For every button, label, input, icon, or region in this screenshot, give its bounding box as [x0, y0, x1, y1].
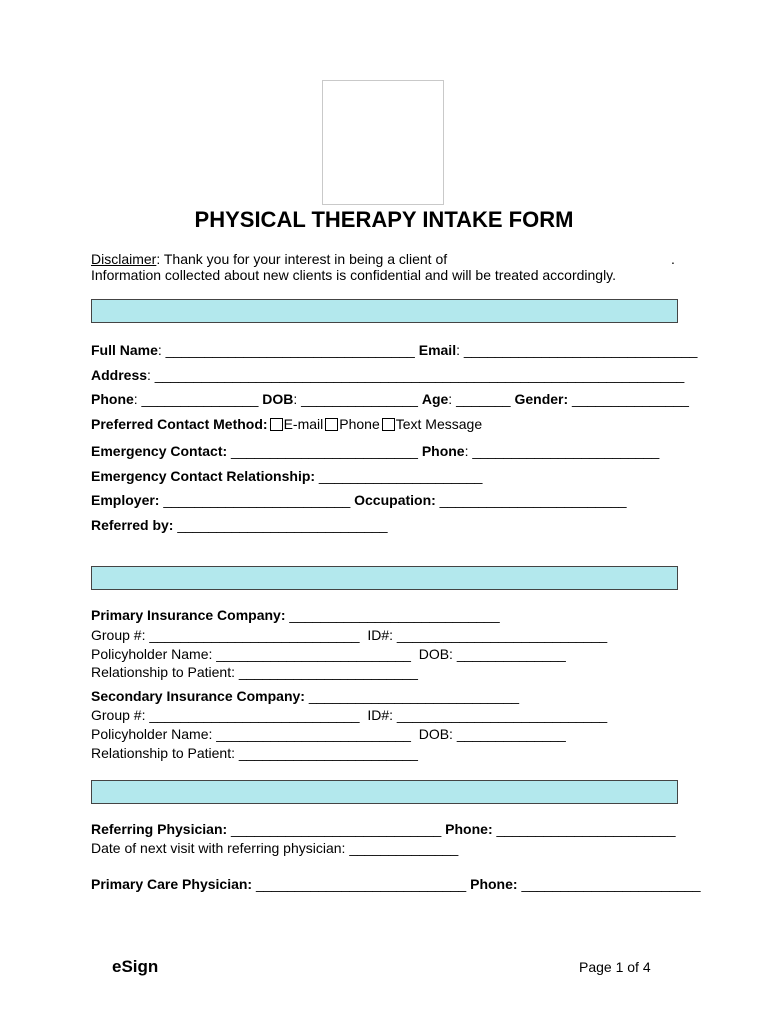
emergency-phone-field[interactable]: : ________________________ — [464, 443, 660, 459]
row-referred-by — [91, 517, 388, 534]
phone-label: Phone — [91, 391, 134, 407]
logo-placeholder — [322, 80, 444, 205]
dob-field[interactable]: : _______________ — [293, 391, 418, 407]
secondary-policyholder-line[interactable]: Policyholder Name: _________________________ DOB: ______________ — [91, 726, 566, 742]
row-primary-care-physician — [91, 876, 701, 893]
pcp-phone-label: Phone: — [470, 876, 518, 892]
row-employer — [91, 492, 627, 509]
gender-field[interactable]: _______________ — [568, 391, 689, 407]
disclaimer-text-2: Information collected about new clients is confidential and will be treated accordingly. — [91, 267, 617, 283]
referred-by-label: Referred by: — [91, 517, 174, 533]
emergency-relationship-label: Emergency Contact Relationship: — [91, 468, 316, 484]
disclaimer-text-1: : Thank you for your interest in being a client of — [156, 251, 448, 267]
referred-by-field[interactable]: ___________________________ — [173, 517, 388, 533]
row-full-name — [91, 342, 697, 359]
phone-option-label: Phone — [339, 416, 380, 432]
email-field[interactable]: : ______________________________ — [456, 342, 698, 358]
primary-insurance-label: Primary Insurance Company: — [91, 607, 286, 623]
age-field[interactable]: : _______ — [448, 391, 511, 407]
next-visit-line[interactable]: Date of next visit with referring physician: ______________ — [91, 840, 459, 856]
section-header-physician — [91, 780, 678, 804]
full-name-label: Full Name — [91, 342, 158, 358]
row-primary-insurance — [91, 607, 500, 624]
emergency-contact-field[interactable]: ________________________ — [227, 443, 418, 459]
full-name-field[interactable]: : ________________________________ — [157, 342, 415, 358]
referring-physician-label: Referring Physician: — [91, 821, 228, 837]
email-label: Email — [418, 342, 457, 358]
disclaimer-trailing-period: . — [671, 251, 675, 267]
employer-label: Employer: — [91, 492, 160, 508]
pcp-phone-field[interactable]: _______________________ — [517, 876, 701, 892]
occupation-label: Occupation: — [354, 492, 436, 508]
email-checkbox[interactable] — [270, 418, 283, 431]
row-emergency-contact — [91, 443, 659, 460]
disclaimer-label: Disclaimer — [91, 251, 157, 267]
secondary-relationship-line[interactable]: Relationship to Patient: _______________________ — [91, 745, 418, 761]
row-address — [91, 367, 684, 384]
age-label: Age — [421, 391, 449, 407]
pcp-field[interactable]: ___________________________ — [252, 876, 467, 892]
contact-method-label: Preferred Contact Method: — [91, 416, 268, 432]
section-header-insurance — [91, 566, 678, 590]
address-label: Address — [91, 367, 148, 383]
row-emergency-relationship — [91, 468, 482, 485]
primary-policyholder-line[interactable]: Policyholder Name: _________________________ DOB: ______________ — [91, 646, 566, 662]
emergency-contact-label: Emergency Contact: — [91, 443, 228, 459]
secondary-group-id-line[interactable]: Group #: ___________________________ ID#: ___________________________ — [91, 707, 608, 723]
text-message-option-label: Text Message — [395, 416, 483, 432]
page-title: PHYSICAL THERAPY INTAKE FORM — [194, 207, 574, 232]
gender-label: Gender: — [514, 391, 569, 407]
referring-phone-label: Phone: — [445, 821, 493, 837]
emergency-relationship-field[interactable]: _____________________ — [315, 468, 483, 484]
row-phone-dob — [91, 391, 689, 408]
email-option-label: E-mail — [283, 416, 324, 432]
esign-logo: eSign — [112, 957, 159, 976]
row-secondary-insurance — [91, 688, 519, 705]
page-number: Page 1 of 4 — [579, 959, 651, 975]
referring-phone-field[interactable]: _______________________ — [492, 821, 676, 837]
pcp-label: Primary Care Physician: — [91, 876, 253, 892]
referring-physician-field[interactable]: ___________________________ — [227, 821, 442, 837]
address-field[interactable]: : ____________________________________________________________________ — [147, 367, 685, 383]
employer-field[interactable]: ________________________ — [159, 492, 351, 508]
emergency-phone-label: Phone — [421, 443, 465, 459]
row-contact-method — [91, 416, 482, 433]
secondary-insurance-label: Secondary Insurance Company: — [91, 688, 305, 704]
occupation-field[interactable]: ________________________ — [435, 492, 627, 508]
primary-insurance-field[interactable]: ___________________________ — [285, 607, 500, 623]
secondary-insurance-field[interactable]: ___________________________ — [304, 688, 520, 704]
dob-label: DOB — [262, 391, 294, 407]
primary-group-id-line[interactable]: Group #: ___________________________ ID#: ___________________________ — [91, 627, 608, 643]
primary-relationship-line[interactable]: Relationship to Patient: _______________________ — [91, 664, 418, 680]
text-message-checkbox[interactable] — [382, 418, 395, 431]
phone-checkbox[interactable] — [325, 418, 338, 431]
disclaimer-line-1 — [91, 251, 447, 268]
row-referring-physician — [91, 821, 676, 838]
phone-field[interactable]: : _______________ — [133, 391, 259, 407]
section-header-patient-info — [91, 299, 678, 323]
